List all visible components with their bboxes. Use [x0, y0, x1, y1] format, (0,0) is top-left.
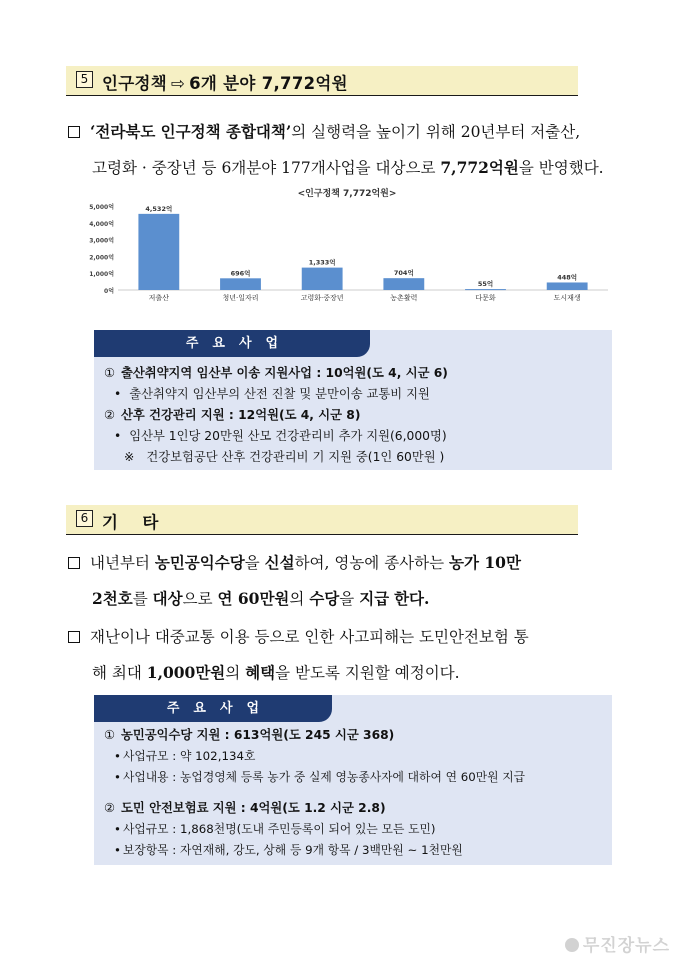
emphasis: 2천호: [92, 589, 133, 608]
key-projects-list: [104, 725, 606, 861]
section-6-header: [66, 505, 578, 535]
bullet-icon: •: [114, 429, 122, 443]
project-detail: [104, 384, 606, 405]
project-heading: [104, 363, 606, 384]
allowance-name: 농민공익수당: [154, 553, 245, 572]
y-tick-label: 1,000억: [89, 271, 114, 279]
checkbox-square-icon: [68, 557, 80, 569]
section-5-title-rest: 6개 분야 7,772억원: [189, 74, 348, 93]
paragraph-text: 를: [132, 590, 148, 608]
emphasis: 신설: [264, 553, 295, 572]
project-heading-text: 도민 안전보험료 지원 : 4억원(도 1.2 시군 2.8): [121, 801, 386, 815]
y-tick-label: 4,000억: [89, 220, 114, 228]
bar-value-label: 704억: [393, 269, 414, 278]
key-projects-box-1: [94, 330, 612, 470]
paragraph-text: 을 반영했다.: [518, 159, 604, 177]
total-amount: 7,772억원: [440, 158, 519, 177]
reference-mark-icon: ※: [124, 450, 135, 464]
project-note: [104, 447, 606, 468]
emphasis: 1,000만원: [146, 663, 226, 682]
project-heading: [104, 405, 606, 426]
project-note-text: 건강보험공단 산후 건강관리비 기 지원 중(1인 60만원 ): [146, 450, 445, 464]
section-5-title-main: 인구정책: [102, 74, 167, 93]
right-arrow-icon: ⇨: [170, 74, 186, 93]
bullet-icon: •: [114, 749, 121, 763]
section-6-number: 6: [76, 510, 93, 527]
project-detail-text: 보장항목 : 자연재해, 강도, 상해 등 9개 항목 / 3백만원 ~ 1천만원: [122, 843, 463, 857]
project-detail-text: 임산부 1인당 20만원 산모 건강관리비 추가 지원(6,000명): [129, 429, 447, 443]
circled-number: ①: [104, 366, 116, 380]
bar-value-label: 1,333억: [308, 258, 336, 267]
project-heading: [104, 798, 606, 819]
project-detail: [104, 746, 606, 767]
emphasis: 수당: [309, 589, 340, 608]
key-projects-list: [104, 363, 606, 468]
y-tick-label: 5,000억: [89, 204, 114, 211]
project-detail-text: 출산취약지 임산부의 산전 진찰 및 분만이송 교통비 지원: [129, 387, 430, 401]
section-6-title: 기 타: [102, 513, 159, 532]
category-label: 고령화·중장년: [300, 294, 344, 302]
paragraph-text: 을 받도록 지원할 예정이다.: [275, 664, 460, 682]
circled-number: ②: [104, 408, 116, 422]
paragraph-population-policy: [68, 114, 624, 186]
emphasis: 연 60만원: [217, 589, 290, 608]
project-heading: [104, 725, 606, 746]
key-projects-tab: 주요사업: [94, 695, 332, 722]
paragraph-text: 을: [339, 590, 355, 608]
project-detail: [104, 819, 606, 840]
section-5-number: 5: [76, 71, 93, 88]
section-5-title: [102, 70, 348, 94]
key-projects-box-2: [94, 695, 612, 865]
project-detail-text: 사업내용 : 농업경영체 등록 농가 중 실제 영농종사자에 대하여 연 60만원 지급: [122, 770, 526, 784]
paragraph-text: 하여, 영농에 종사하는: [294, 554, 445, 572]
paragraph-text: 의: [289, 590, 305, 608]
category-label: 청년·일자리: [222, 294, 259, 302]
plan-name: ‘전라북도 인구정책 종합대책’: [90, 122, 292, 141]
watermark: [565, 931, 670, 956]
category-label: 도시재생: [553, 294, 581, 302]
bar-value-label: 4,532억: [145, 204, 173, 213]
chart-bar: [465, 289, 506, 290]
paragraph-text: 한다.: [394, 589, 430, 608]
project-detail-text: 사업규모 : 약 102,134호: [122, 749, 256, 763]
chart-title: <인구정책 7,772억원>: [297, 189, 397, 199]
y-tick-label: 0억: [104, 288, 114, 295]
project-heading-text: 산후 건강관리 지원 : 12억원(도 4, 시군 8): [121, 408, 361, 422]
bar-value-label: 448억: [557, 273, 578, 282]
checkbox-square-icon: [68, 631, 80, 643]
bullet-icon: •: [114, 822, 121, 836]
paragraph-text: 의 실행력을 높이기 위해 20년부터 저출산,: [291, 123, 581, 141]
paragraph-text: 을: [244, 554, 260, 572]
circled-number: ②: [104, 801, 116, 815]
checkbox-square-icon: [68, 126, 80, 138]
y-tick-label: 2,000억: [89, 254, 114, 262]
chart-bar: [220, 278, 261, 290]
project-detail: [104, 767, 606, 788]
bar-value-label: 55억: [477, 280, 494, 289]
paragraph-text: 내년부터: [90, 554, 150, 572]
chart-bar: [302, 268, 343, 290]
emphasis: 대상: [152, 589, 183, 608]
paragraph-farmer-allowance: [68, 545, 624, 617]
paragraph-text: 의: [225, 664, 241, 682]
paragraph-text: 고령화 · 중장년 등 6개분야 177개사업을 대상으로: [92, 159, 436, 177]
y-tick-label: 3,000억: [89, 237, 114, 245]
project-detail-text: 사업규모 : 1,868천명(도내 주민등록이 되어 있는 모든 도민): [122, 822, 436, 836]
watermark-text: 무진장뉴스: [582, 936, 670, 956]
key-projects-tab: 주요사업: [94, 330, 370, 357]
chart-bar: [383, 278, 424, 290]
emphasis: 지급: [359, 589, 390, 608]
project-heading-text: 농민공익수당 지원 : 613억원(도 245 시군 368): [121, 728, 395, 742]
population-policy-chart: [78, 186, 616, 306]
bar-value-label: 696억: [230, 269, 251, 278]
project-heading-text: 출산취약지역 임산부 이송 지원사업 : 10억원(도 4, 시군 6): [121, 366, 448, 380]
project-detail: [104, 840, 606, 861]
bullet-icon: •: [114, 770, 121, 784]
bullet-icon: •: [114, 387, 122, 401]
bullet-icon: •: [114, 843, 121, 857]
project-detail: [104, 426, 606, 447]
chart-canvas: [78, 186, 616, 306]
paragraph-safety-insurance: [68, 619, 624, 691]
circled-number: ①: [104, 728, 116, 742]
category-label: 저출산: [148, 294, 169, 302]
category-label: 농촌활력: [390, 294, 418, 302]
news-logo-icon: [565, 938, 579, 952]
paragraph-text: 해 최대: [92, 664, 142, 682]
chart-bar: [547, 282, 588, 290]
category-label: 다문화: [475, 294, 496, 302]
paragraph-text: 으로: [182, 590, 213, 608]
chart-bar: [138, 214, 179, 290]
emphasis: 혜택: [245, 663, 276, 682]
section-5-header: [66, 66, 578, 96]
emphasis: 농가 10만: [449, 553, 521, 572]
paragraph-text: 재난이나 대중교통 이용 등으로 인한 사고피해는 도민안전보험 통: [90, 628, 529, 646]
